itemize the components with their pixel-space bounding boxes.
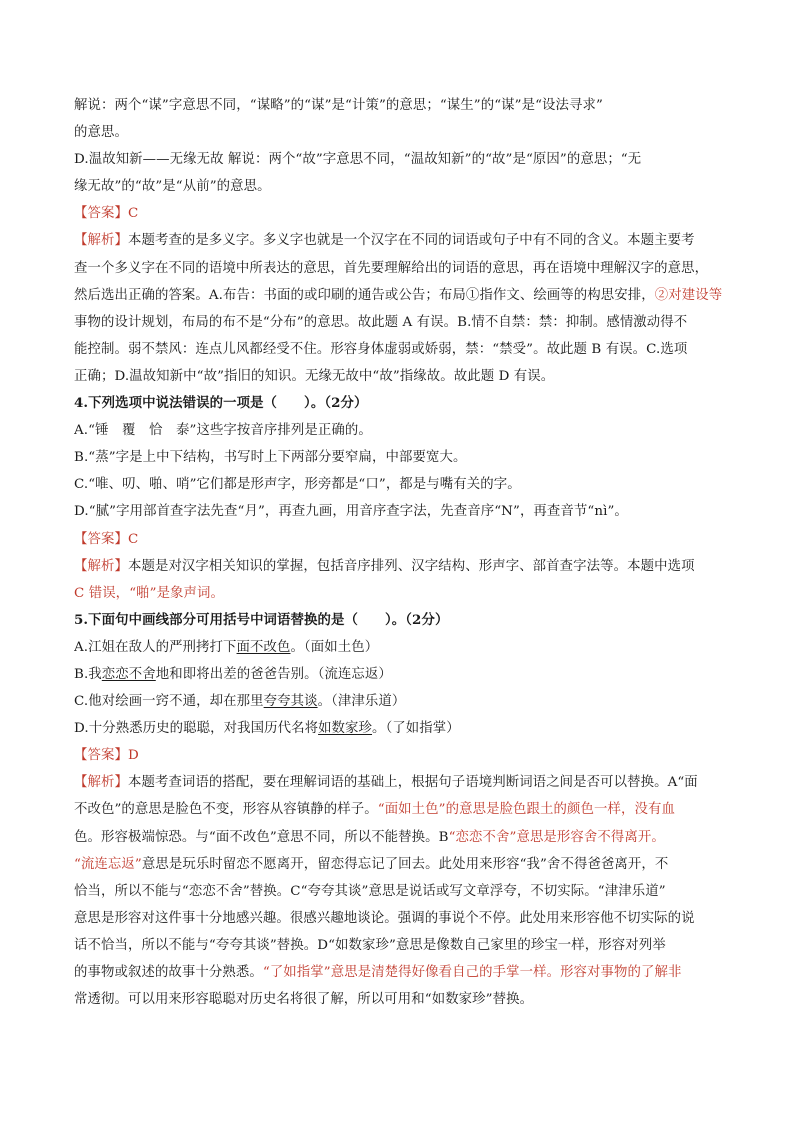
text: 。（面如土色） <box>290 639 379 655</box>
text: 不改色”的意思是脸色不变，形容从容镇静的样子。 <box>74 802 378 818</box>
analysis-line <box>74 986 722 1013</box>
question-text: 5.下面句中画线部分可用括号中词语替换的是（ ）。（2分） <box>74 611 449 628</box>
answer-line <box>74 526 722 553</box>
text: 。（了如指掌） <box>372 721 460 737</box>
analysis-line <box>74 959 722 986</box>
text: 能控制。弱不禁风：连点儿风都经受不住。形容身体虚弱或娇弱，禁：“禁受”。故此题 B 有误。C.选项 <box>74 341 688 357</box>
q5-option-d <box>74 715 722 742</box>
analysis-line <box>74 580 722 607</box>
text: 查一个多义字在不同的语境中所表达的意思，首先要理解给出的词语的意思，再在语境中理解汉字的意思， <box>74 260 709 276</box>
text: D.十分熟悉历史的聪聪，对我国历代名将 <box>74 721 319 737</box>
analysis-tag: 【解析】 <box>74 558 128 574</box>
answer-value: D <box>127 748 139 764</box>
answer-value: C <box>127 531 139 547</box>
analysis-line <box>74 363 722 390</box>
analysis-line <box>74 769 722 796</box>
analysis-tag: 【解析】 <box>74 775 128 791</box>
q5-option-a <box>74 634 722 661</box>
q4-option-a <box>74 417 722 444</box>
text: 恰当，所以不能与“恋恋不舍”替换。C“夸夸其谈”意思是说话或写文章浮夸，不切实际。“津津乐道” <box>74 883 666 899</box>
explanation-line <box>74 119 722 146</box>
text-red: “恋恋不舍”意思是形容舍不得离开。 <box>448 829 665 845</box>
underlined-phrase: 面不改色 <box>236 639 291 655</box>
option-d-line <box>74 146 722 173</box>
text: 意思是玩乐时留恋不愿离开，留恋得忘记了回去。此处用来形容“我”舍不得爸爸离开，不 <box>141 856 669 872</box>
page-content <box>74 92 722 1013</box>
text: 意思是形容对这件事十分地感兴趣。很感兴趣地谈论。强调的事说个不停。此处用来形容他不切实际的说 <box>74 910 695 926</box>
analysis-line <box>74 336 722 363</box>
analysis-line <box>74 553 722 580</box>
answer-value: C <box>127 206 139 222</box>
text-red: “面如土色”的意思是脸色跟土的颜色一样，没有血 <box>377 802 675 818</box>
question-text: 4.下列选项中说法错误的一项是（ ）。（2分） <box>74 395 368 412</box>
analysis-line <box>74 905 722 932</box>
explanation-line <box>74 173 722 200</box>
text-red: “了如指掌”意思是清楚得好像看自己的手掌一样。形容对事物的了解非 <box>262 965 682 980</box>
text: B.我 <box>74 666 102 682</box>
analysis-line <box>74 227 722 254</box>
text: 缘无故”的“故”是“从前”的意思。 <box>74 179 271 195</box>
text-red: “啪”是象声词。 <box>129 585 225 601</box>
text: 事物的设计规划，布局的布不是“分布”的意思。故此题 A 有误。B.情不自禁：禁：抑制。感情激动得不 <box>74 314 688 330</box>
text-red: ②对建设等 <box>654 287 722 303</box>
answer-tag: 【答案】 <box>74 206 128 222</box>
q5-option-c <box>74 688 722 715</box>
answer-tag: 【答案】 <box>74 531 128 547</box>
analysis-tag: 【解析】 <box>74 233 128 249</box>
analysis-line <box>74 851 722 878</box>
analysis-line <box>74 878 722 905</box>
analysis-line <box>74 255 722 282</box>
text: D.“腻”字用部首查字法先查“月”，再查九画，用音序查字法，先查音序“N”，再查音节“nì”。 <box>74 504 628 520</box>
q4-option-b <box>74 444 722 471</box>
question-5 <box>74 607 722 634</box>
text-red: “流连忘返” <box>74 856 142 872</box>
text: C.他对绘画一窍不通，却在那里 <box>74 694 264 710</box>
text: 色。形容极端惊恐。与“面不改色”意思不同，所以不能替换。B <box>74 829 449 845</box>
text: 常透彻。可以用来形容聪聪对历史名将很了解，所以可用和“如数家珍”替换。 <box>74 992 534 1008</box>
explanation-line <box>74 92 722 119</box>
text: 话不恰当，所以不能与“夸夸其谈”替换。D“如数家珍”意思是像数自己家里的珍宝一样，形容对列举 <box>74 937 666 953</box>
text: D.温故知新——无缘无故 解说：两个“故”字意思不同，“温故知新”的“故”是“原因”的意思；“无 <box>74 152 642 168</box>
text: B.“蒸”字是上中下结构，书写时上下两部分要窄扁，中部要宽大。 <box>74 450 467 466</box>
underlined-phrase: 夸夸其谈 <box>263 694 318 710</box>
text: 正确；D.温故知新中“故”指旧的知识。无缘无故中“故”指缘故。故此题 D 有误。 <box>74 368 555 384</box>
q4-option-c <box>74 471 722 498</box>
underlined-phrase: 如数家珍 <box>318 721 373 737</box>
text: C.“唯、叨、啪、哨”它们都是形声字，形旁都是“口”，都是与嘴有关的字。 <box>74 477 521 493</box>
analysis-line <box>74 282 722 309</box>
text: 然后选出正确的答案。A.布告：书面的或印刷的通告或公告；布局①指作文、绘画等的构思安排， <box>74 287 655 303</box>
answer-tag: 【答案】 <box>74 748 128 764</box>
question-4 <box>74 390 722 417</box>
text-red: C 错误， <box>74 585 130 601</box>
text: 的意思。 <box>74 125 128 141</box>
text: 的事物或叙述的故事十分熟悉。 <box>74 965 263 980</box>
text: A.“锤 覆 恰 泰”这些字按音序排列是正确的。 <box>74 423 372 439</box>
q4-option-d <box>74 498 722 525</box>
analysis-line <box>74 824 722 851</box>
underlined-phrase: 恋恋不舍 <box>101 666 156 682</box>
text: 地和即将出差的爸爸告别。（流连忘返） <box>155 666 392 682</box>
text: 。（津津乐道） <box>317 694 406 710</box>
answer-line <box>74 742 722 769</box>
text: 本题考查的是多义字。多义字也就是一个汉字在不同的词语或句子中有不同的含义。本题主要考 <box>127 233 695 249</box>
text: 本题考查词语的搭配，要在理解词语的基础上，根据句子语境判断词语之间是否可以替换。A“面 <box>127 775 698 791</box>
q5-option-b <box>74 661 722 688</box>
text: 本题是对汉字相关知识的掌握，包括音序排列、汉字结构、形声字、部首查字法等。本题中选项 <box>127 558 695 574</box>
answer-line <box>74 200 722 227</box>
analysis-line <box>74 932 722 959</box>
analysis-line <box>74 796 722 823</box>
text: 解说：两个“谋”字意思不同，“谋略”的“谋”是“计策”的意思；“谋生”的“谋”是“设法寻求” <box>74 98 603 113</box>
text: A.江姐在敌人的严刑拷打下 <box>74 639 237 655</box>
analysis-line <box>74 309 722 336</box>
